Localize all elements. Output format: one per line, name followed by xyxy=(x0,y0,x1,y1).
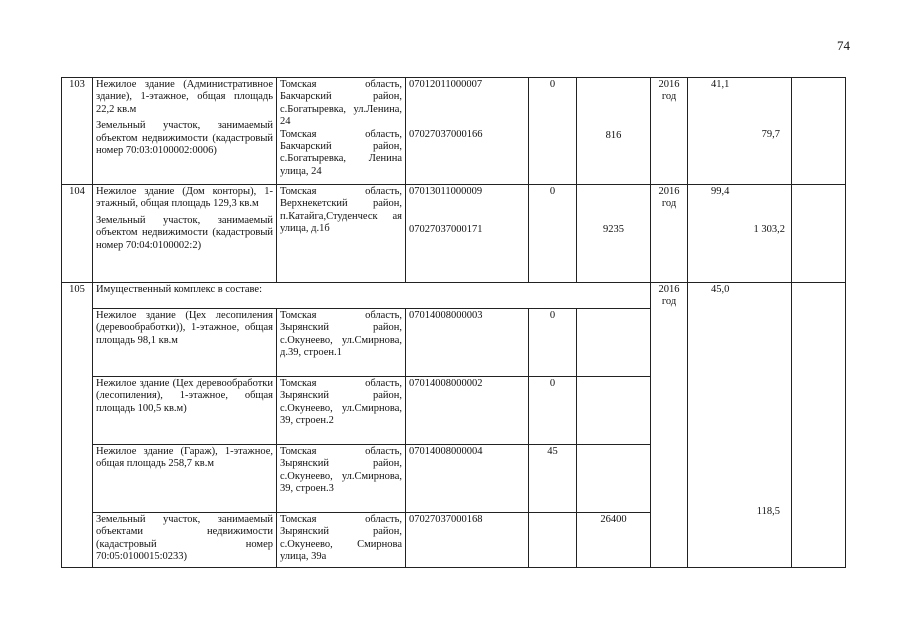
year-value: 2016 год xyxy=(651,78,688,185)
empty-cell xyxy=(792,283,846,568)
complex-header: Имущественный комплекс в составе: xyxy=(93,283,651,309)
column-6-value: 26400 xyxy=(577,513,651,568)
table-row-104 xyxy=(62,185,846,283)
row-number: 103 xyxy=(62,78,93,185)
column-6-value xyxy=(577,445,651,513)
column-5-value xyxy=(529,513,577,568)
registry-code: 07014008000002 xyxy=(406,377,529,445)
column-6-value: 816 xyxy=(577,78,651,185)
object-address: Томская область, Верхнекетский район, п.Катайга,Студенческ ая улица, д.1б xyxy=(277,185,406,283)
page-number: 74 xyxy=(837,38,850,53)
year-value: 2016 год xyxy=(651,185,688,283)
column-5-value: 0 xyxy=(529,309,577,377)
row-number: 105 xyxy=(62,283,93,568)
area-values: 41,1 79,7 xyxy=(688,78,792,185)
column-6-value xyxy=(577,309,651,377)
column-5-value: 45 xyxy=(529,445,577,513)
column-6-value xyxy=(577,377,651,445)
year-value: 2016 год xyxy=(651,283,688,568)
object-description: Нежилое здание (Гараж), 1-этажное, общая площадь 258,7 кв.м xyxy=(93,445,277,513)
object-description: Нежилое здание (Цех деревообработки (лесопиления), 1-этажное, общая площадь 100,5 кв.м) xyxy=(93,377,277,445)
object-description: Нежилое здание (Цех лесопиления (деревообработки)), 1-этажное, общая площадь 98,1 кв.м xyxy=(93,309,277,377)
object-description: Нежилое здание (Административное здание), 1-этажное, общая площадь 22,2 кв.м Земельный участок, занимаемый объектом недвижимости (кадастровый номер 70:03:0100002:0006) xyxy=(93,78,277,185)
column-5-value: 0 xyxy=(529,185,577,283)
table-row-103 xyxy=(62,78,846,185)
empty-cell xyxy=(792,185,846,283)
object-address: Томская область, Зырянский район, с.Окунеево, Смирнова улица, 39а xyxy=(277,513,406,568)
row-number: 104 xyxy=(62,185,93,283)
registry-code: 07012011000007 07027037000166 xyxy=(406,78,529,185)
empty-cell xyxy=(792,78,846,185)
registry-code: 07014008000003 xyxy=(406,309,529,377)
registry-code: 07014008000004 xyxy=(406,445,529,513)
object-description: Нежилое здание (Дом конторы), 1-этажный, общая площадь 129,3 кв.м Земельный участок, занимаемый объектом недвижимости (кадастровый номер 70:04:0100002:2) xyxy=(93,185,277,283)
area-values: 99,4 1 303,2 xyxy=(688,185,792,283)
registry-code: 07013011000009 07027037000171 xyxy=(406,185,529,283)
column-6-value: 9235 xyxy=(577,185,651,283)
property-register-table xyxy=(61,77,846,568)
object-address: Томская область, Зырянский район, с.Окунеево, ул.Смирнова, 39, строен.2 xyxy=(277,377,406,445)
table-row-105 xyxy=(62,283,846,309)
area-values: 45,0 118,5 xyxy=(688,283,792,568)
object-address: Томская область, Зырянский район, с.Окунеево, ул.Смирнова, д.39, строен.1 xyxy=(277,309,406,377)
registry-code: 07027037000168 xyxy=(406,513,529,568)
object-description: Земельный участок, занимаемый объектами недвижимости (кадастровый номер 70:05:0100015:0233) xyxy=(93,513,277,568)
object-address: Томская область, Бакчарский район, с.Богатыревка, ул.Ленина, 24 Томская область, Бакчарский район, с.Богатыревка, Ленина улица, 24 xyxy=(277,78,406,185)
column-5-value: 0 xyxy=(529,78,577,185)
object-address: Томская область, Зырянский район, с.Окунеево, ул.Смирнова, 39, строен.3 xyxy=(277,445,406,513)
column-5-value: 0 xyxy=(529,377,577,445)
